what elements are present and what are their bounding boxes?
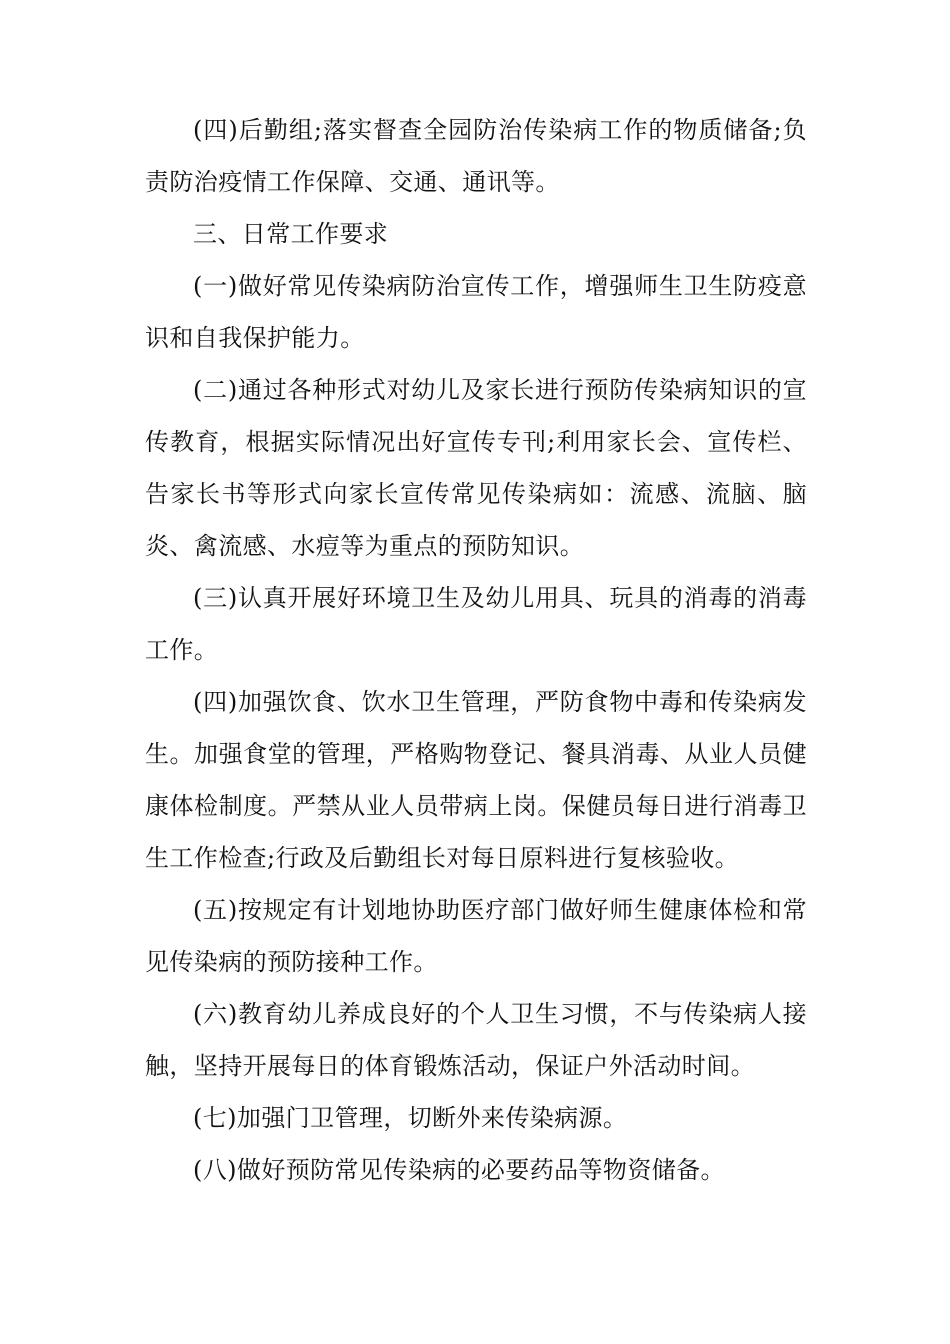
document-body	[145, 104, 807, 1196]
paragraph-item-5: (五)按规定有计划地协助医疗部门做好师生健康体检和常见传染病的预防接种工作。	[145, 896, 807, 976]
paragraph-item-1: (一)做好常见传染病防治宣传工作，增强师生卫生防疫意识和自我保护能力。	[145, 272, 807, 352]
paragraph-item-8: (八)做好预防常见传染病的必要药品等物资储备。	[193, 1156, 725, 1184]
paragraph-item-7: (七)加强门卫管理，切断外来传染病源。	[193, 1104, 628, 1132]
paragraph-logistics-group: (四)后勤组;落实督查全园防治传染病工作的物质储备;负责防治疫情工作保障、交通、通讯等。	[145, 116, 807, 196]
paragraph-item-3: (三)认真开展好环境卫生及幼儿用具、玩具的消毒的消毒工作。	[145, 584, 807, 664]
section-heading-daily-requirements: 三、日常工作要求	[193, 220, 389, 248]
paragraph-item-2: (二)通过各种形式对幼儿及家长进行预防传染病知识的宣传教育，根据实际情况出好宣传专刊;利用家长会、宣传栏、告家长书等形式向家长宣传常见传染病如：流感、流脑、脑炎、禽流感、水痘等为重点的预防知识。	[145, 376, 807, 560]
paragraph-item-4: (四)加强饮食、饮水卫生管理，严防食物中毒和传染病发生。加强食堂的管理，严格购物登记、餐具消毒、从业人员健康体检制度。严禁从业人员带病上岗。保健员每日进行消毒卫生工作检查;行政及后勤组长对每日原料进行复核验收。	[145, 688, 807, 872]
paragraph-item-6: (六)教育幼儿养成良好的个人卫生习惯，不与传染病人接触，坚持开展每日的体育锻炼活动，保证户外活动时间。	[145, 1000, 807, 1080]
